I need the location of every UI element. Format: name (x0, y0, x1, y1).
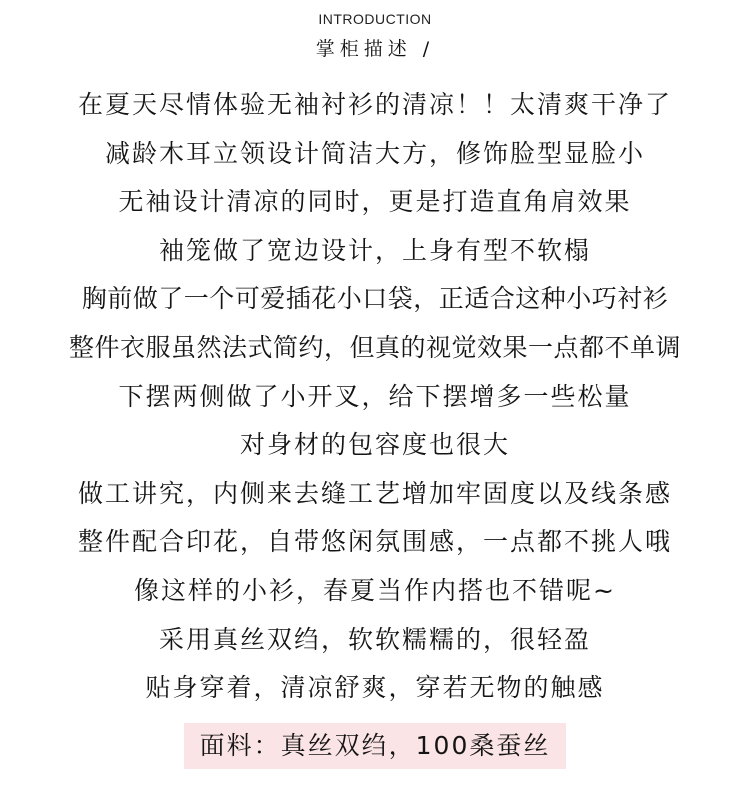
description-line: 采用真丝双绉，软软糯糯的，很轻盈 (158, 624, 591, 654)
description-line: 贴身穿着，清凉舒爽，穿若无物的触感 (145, 673, 605, 703)
description-line: 对身材的包容度也很大 (239, 430, 510, 460)
description-line: 减龄木耳立领设计简洁大方，修饰脸型显脸小 (104, 138, 645, 168)
description-line: 袖笼做了宽边设计，上身有型不软榻 (158, 235, 591, 265)
description-line: 胸前做了一个可爱插花小口袋，正适合这种小巧衬衫 (81, 284, 669, 314)
description-line: 无袖设计清凉的同时，更是打造直角肩效果 (118, 187, 632, 217)
description-line: 做工讲究，内侧来去缝工艺增加牢固度以及线条感 (77, 478, 672, 508)
fabric-highlight-row (0, 723, 750, 769)
description-line: 整件衣服虽然法式简约，但真的视觉效果一点都不单调 (68, 332, 681, 362)
description-line: 像这样的小衫，春夏当作内搭也不错呢~ (134, 575, 616, 605)
section-subtitle: 掌柜描述 / (315, 38, 435, 60)
description-line: 整件配合印花，自带悠闲氛围感，一点都不挑人哦 (77, 527, 672, 557)
description-lines (0, 85, 750, 717)
intro-heading: INTRODUCTION (318, 11, 432, 27)
fabric-highlight: 面料：真丝双绉，100桑蚕丝 (184, 723, 567, 769)
description-line: 在夏天尽情体验无袖衬衫的清凉！！太清爽干净了 (77, 90, 672, 119)
description-line: 下摆两侧做了小开叉，给下摆增多一些松量 (118, 381, 632, 411)
